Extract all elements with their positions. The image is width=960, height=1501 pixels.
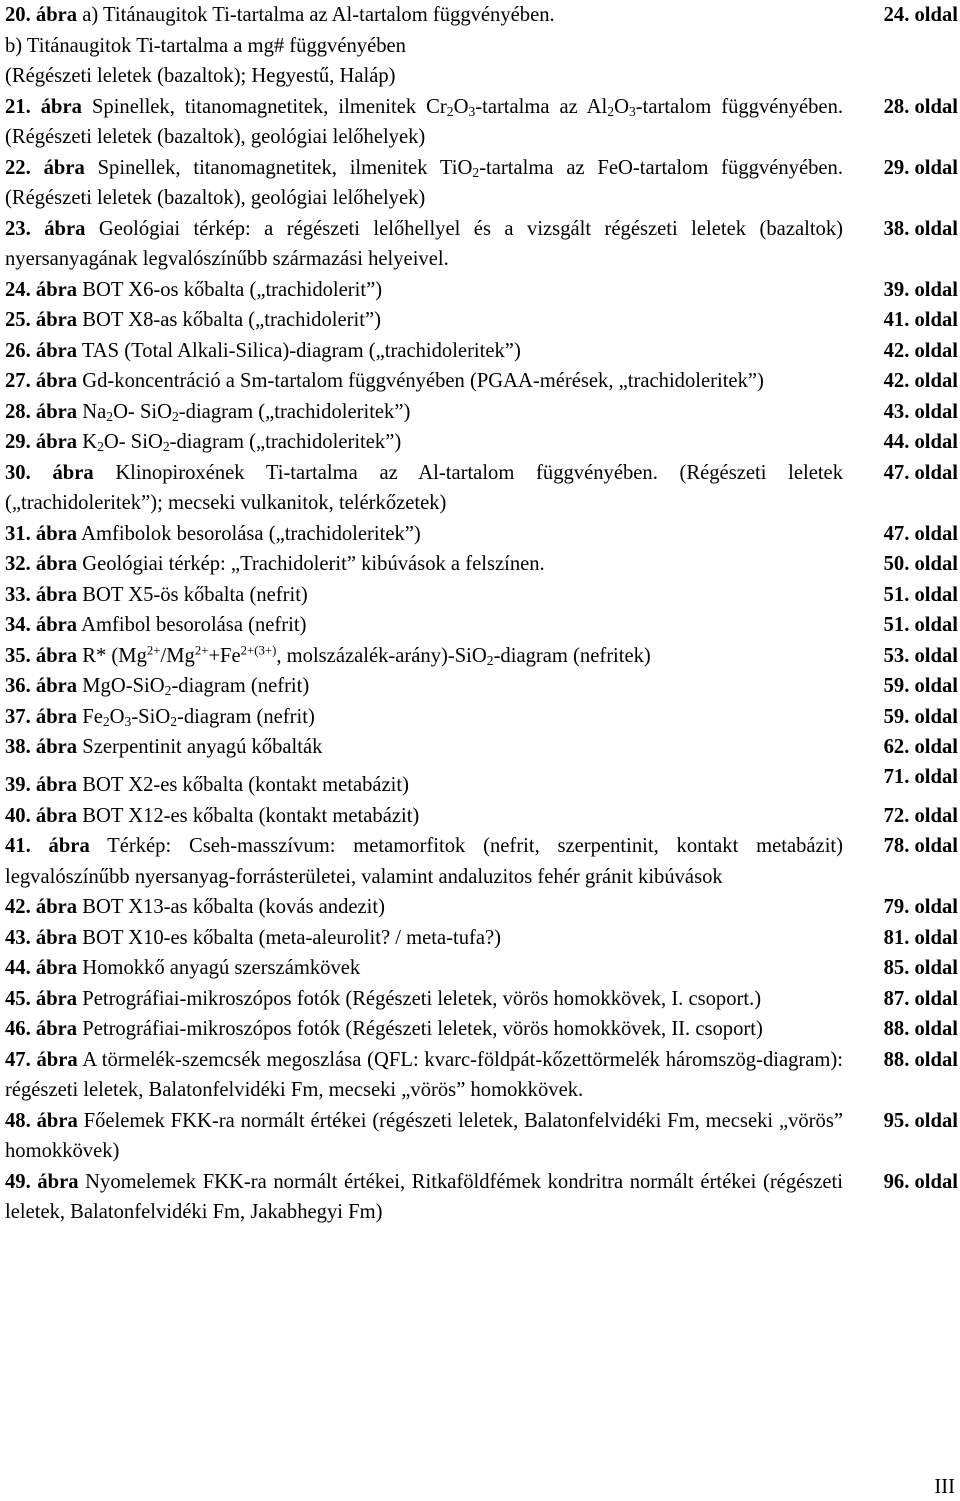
figure-title: Főelemek FKK-ra normált értékei (régészeti leletek, Balatonfelvidéki Fm, mecseki „vörös” homokkövek) [5, 1109, 843, 1162]
page-number: III [934, 1476, 955, 1498]
figure-caption [5, 770, 843, 801]
page-reference: 29. oldal [883, 156, 958, 179]
page-reference: 47. oldal [883, 461, 958, 484]
figure-caption [5, 641, 843, 672]
figure-title: Petrográfiai-mikroszópos fotók (Régészeti leletek, vörös homokkövek, I. csoport.) [82, 987, 762, 1010]
figure-keyword: ábra [35, 926, 78, 949]
figure-title: BOT X6-os kőbalta („trachidolerit”) [82, 278, 383, 301]
figure-keyword: ábra [52, 461, 94, 484]
figure-caption [5, 984, 843, 1015]
page-reference: 87. oldal [883, 987, 958, 1010]
figure-keyword: ábra [44, 217, 86, 240]
figure-title: Gd-koncentráció a Sm-tartalom függvényében (PGAA-mérések, „trachidoleritek”) [82, 370, 764, 392]
figure-entry [5, 984, 958, 1015]
page-reference: 59. oldal [883, 675, 958, 697]
figure-entry [5, 1045, 958, 1106]
figure-title: Amfibolok besorolása („trachidoleritek”) [81, 522, 421, 545]
page-reference: 85. oldal [883, 957, 958, 979]
page-reference: 42. oldal [883, 339, 958, 362]
figure-keyword: ábra [35, 583, 78, 606]
figure-entry [5, 580, 958, 611]
figure-number: 43. [5, 926, 31, 949]
figure-number: 26. [5, 339, 31, 362]
figure-caption [5, 831, 843, 892]
figure-title: Spinellek, titanomagnetitek, ilmenitek TiO$_2$-tartalma az FeO-tartalom függvényében. (Régészeti leletek (bazaltok), geológiai lelőhelyek) [5, 156, 843, 209]
figure-number: 20. [5, 4, 31, 26]
page-reference: 50. oldal [883, 553, 958, 575]
figure-keyword: ábra [35, 522, 78, 545]
page-reference: 95. oldal [883, 1109, 958, 1132]
figure-number: 49. [5, 1170, 31, 1193]
figure-entry [5, 671, 958, 702]
figure-number: 48. [5, 1109, 31, 1132]
figure-number: 34. [5, 614, 31, 636]
figure-number: 27. [5, 370, 31, 392]
figure-keyword: ábra [35, 736, 78, 758]
figure-title-line: (Régészeti leletek (bazaltok); Hegyestű, Haláp) [5, 65, 396, 87]
figure-caption [5, 892, 843, 923]
figure-keyword: ábra [35, 370, 78, 392]
page-reference: 79. oldal [883, 896, 958, 918]
figure-entry [5, 549, 958, 580]
figure-keyword: ábra [37, 1170, 79, 1193]
figure-entry [5, 801, 958, 832]
page-reference: 51. oldal [883, 583, 958, 606]
figure-caption [5, 275, 843, 306]
figure-keyword: ábra [40, 95, 82, 118]
figure-title: BOT X2-es kőbalta (kontakt metabázit) [82, 774, 409, 796]
page-reference: 53. oldal [883, 644, 958, 667]
page-reference: 78. oldal [883, 835, 958, 857]
page-reference: 88. oldal [883, 1018, 958, 1040]
figure-entry [5, 702, 958, 733]
figure-title: Térkép: Cseh-masszívum: metamorfitok (nefrit, szerpentinit, kontakt metabázit) legvalószínűbb nyersanyag-forrásterületei, valamint andaluzitos fehér gránit kibúvások [5, 835, 843, 888]
figure-caption [5, 519, 843, 550]
figure-number: 46. [5, 1018, 31, 1040]
figure-caption [5, 366, 843, 397]
figure-keyword: ábra [35, 675, 78, 697]
figure-number: 24. [5, 278, 31, 301]
figure-title: BOT X13-as kőbalta (kovás andezit) [82, 896, 385, 918]
figure-number: 37. [5, 705, 31, 728]
figure-caption [5, 427, 843, 458]
figure-entry [5, 458, 958, 519]
page-reference: 88. oldal [883, 1048, 958, 1071]
figure-entry [5, 427, 958, 458]
figure-caption [5, 214, 843, 275]
figure-number: 45. [5, 987, 31, 1010]
figure-entry [5, 0, 958, 92]
figure-entry [5, 641, 958, 672]
page-reference: 44. oldal [883, 431, 958, 453]
figure-entry [5, 766, 958, 801]
figure-entry [5, 831, 958, 892]
figure-entry [5, 892, 958, 923]
figure-caption [5, 0, 843, 92]
figure-entry [5, 610, 958, 641]
figure-keyword: ábra [35, 400, 78, 423]
figure-keyword: ábra [36, 1109, 78, 1132]
figure-caption [5, 336, 843, 367]
figure-keyword: ábra [43, 156, 85, 179]
figure-number: 41. [5, 835, 31, 857]
figure-keyword: ábra [35, 774, 78, 796]
figure-number: 47. [5, 1048, 31, 1071]
figure-number: 29. [5, 431, 31, 453]
figure-keyword: ábra [35, 804, 78, 827]
figure-caption [5, 732, 843, 763]
figure-title: $Fe_2O_3-SiO_2$-diagram (nefrit) [82, 705, 315, 729]
figure-title: BOT X12-es kőbalta (kontakt metabázit) [82, 804, 420, 827]
figure-caption [5, 953, 843, 984]
figure-entry [5, 953, 958, 984]
figure-entry [5, 275, 958, 306]
figure-title: BOT X10-es kőbalta (meta-aleurolit? / meta-tufa?) [82, 926, 502, 949]
figure-keyword: ábra [35, 431, 78, 453]
page-reference: 71. oldal [883, 766, 958, 788]
figure-title: $Na_2O-$ SiO$_2$-diagram („trachidoleritek”) [82, 400, 411, 424]
figure-keyword: ábra [35, 987, 78, 1010]
figure-keyword: ábra [35, 644, 78, 667]
figure-caption [5, 549, 843, 580]
figure-title-line: b) Titánaugitok Ti-tartalma a mg# függvényében [5, 34, 406, 57]
figure-number: 21. [5, 95, 31, 118]
figure-title: Klinopiroxének Ti-tartalma az Al-tartalom függvényében. (Régészeti leletek („trachidoleritek”); mecseki vulkanitok, telérkőzetek) [5, 461, 843, 514]
page-reference: 81. oldal [883, 926, 958, 949]
figure-keyword: ábra [35, 4, 78, 26]
figure-caption [5, 1014, 843, 1045]
figure-caption [5, 923, 843, 954]
figure-entry [5, 153, 958, 214]
figure-number: 42. [5, 896, 31, 918]
figure-caption [5, 1045, 843, 1106]
figure-caption [5, 92, 843, 153]
figure-number: 38. [5, 736, 31, 758]
figure-title: Geológiai térkép: a régészeti lelőhellyel és a vizsgált régészeti leletek (bazaltok) nyersanyagának legvalószínűbb származási helyeivel. [5, 217, 843, 270]
figure-title: Szerpentinit anyagú kőbalták [82, 736, 323, 758]
figure-title: R* ($Mg^{2+}/Mg^{2+}+Fe^{2+(3+)}$, molszázalék-arány)-SiO$_2$-diagram (nefritek) [82, 642, 651, 668]
figure-entry [5, 366, 958, 397]
figure-title: MgO-SiO$_2$-diagram (nefrit) [82, 675, 310, 698]
figure-caption [5, 702, 843, 733]
figure-keyword: ábra [35, 553, 78, 575]
figure-keyword: ábra [35, 705, 78, 728]
figure-caption [5, 458, 843, 519]
figure-keyword: ábra [35, 614, 78, 636]
figure-keyword: ábra [35, 957, 78, 979]
page-reference: 72. oldal [883, 804, 958, 827]
figure-number: 32. [5, 553, 31, 575]
figure-keyword: ábra [36, 1048, 78, 1071]
figure-number: 28. [5, 400, 31, 423]
figure-number: 25. [5, 309, 31, 331]
page-reference: 38. oldal [883, 217, 958, 240]
figure-entry [5, 1014, 958, 1045]
page-reference: 39. oldal [883, 278, 958, 301]
figure-caption [5, 1167, 843, 1228]
figure-caption [5, 801, 843, 832]
figure-caption [5, 397, 843, 428]
figure-title: BOT X5-ös kőbalta (nefrit) [82, 583, 308, 606]
figure-title: Petrográfiai-mikroszópos fotók (Régészeti leletek, vörös homokkövek, II. csoport) [82, 1018, 763, 1040]
figure-caption [5, 305, 843, 336]
figure-entry [5, 923, 958, 954]
figure-number: 30. [5, 461, 31, 484]
figure-list [5, 0, 958, 1228]
figure-title: Geológiai térkép: „Trachidolerit” kibúvások a felszínen. [82, 553, 545, 575]
figure-number: 33. [5, 583, 31, 606]
figure-caption [5, 671, 843, 702]
figure-caption [5, 580, 843, 611]
figure-keyword: ábra [35, 309, 78, 331]
figure-caption [5, 610, 843, 641]
figure-number: 35. [5, 644, 31, 667]
figure-number: 36. [5, 675, 31, 697]
figure-entry [5, 336, 958, 367]
figure-entry [5, 519, 958, 550]
page-reference: 24. oldal [883, 4, 958, 26]
figure-keyword: ábra [35, 1018, 78, 1040]
figure-entry [5, 1106, 958, 1167]
figure-entry [5, 1167, 958, 1228]
page-reference: 96. oldal [883, 1170, 958, 1193]
figure-number: 40. [5, 804, 31, 827]
page-reference: 51. oldal [883, 614, 958, 636]
figure-keyword: ábra [35, 339, 78, 362]
figure-title: A törmelék-szemcsék megoszlása (QFL: kvarc-földpát-kőzettörmelék háromszög-diagram): régészeti leletek, Balatonfelvidéki Fm, mecseki „vörös” homokkövek. [5, 1048, 843, 1101]
figure-title-line: a) Titánaugitok Ti-tartalma az Al-tartalom függvényében. [82, 4, 555, 26]
figure-entry [5, 92, 958, 153]
figure-title: Amfibol besorolása (nefrit) [81, 614, 307, 636]
page-reference: 41. oldal [883, 309, 958, 331]
figure-keyword: ábra [35, 278, 78, 301]
figure-caption [5, 153, 843, 214]
figure-number: 44. [5, 957, 31, 979]
figure-entry [5, 732, 958, 770]
figure-entry [5, 214, 958, 275]
figure-number: 23. [5, 217, 31, 240]
figure-title: Nyomelemek FKK-ra normált értékei, Ritkaföldfémek kondritra normált értékei (régészeti leletek, Balatonfelvidéki Fm, Jakabhegyi Fm) [5, 1170, 843, 1223]
page-reference: 43. oldal [883, 400, 958, 423]
page-reference: 42. oldal [883, 370, 958, 392]
figure-title: $K_2O-$ SiO$_2$-diagram („trachidoleritek”) [82, 431, 402, 454]
page-reference: 47. oldal [883, 522, 958, 545]
page-reference: 28. oldal [883, 95, 958, 118]
page-reference: 59. oldal [883, 705, 958, 728]
figure-number: 39. [5, 774, 31, 796]
figure-entry [5, 397, 958, 428]
figure-title: Spinellek, titanomagnetitek, ilmenitek $Cr_2O_3$-tartalma az $Al_2O_3$-tartalom függvényében. (Régészeti leletek (bazaltok), geológiai lelőhelyek) [5, 95, 844, 148]
figure-keyword: ábra [48, 835, 90, 857]
figure-entry [5, 305, 958, 336]
figure-number: 31. [5, 522, 31, 545]
figure-title [5, 4, 555, 87]
figure-keyword: ábra [35, 896, 78, 918]
figure-title: Homokkő anyagú szerszámkövek [82, 957, 361, 979]
figure-number: 22. [5, 156, 31, 179]
figure-title: BOT X8-as kőbalta („trachidolerit”) [82, 309, 381, 331]
figure-caption [5, 1106, 843, 1167]
figure-title: TAS (Total Alkali-Silica)-diagram („trachidoleritek”) [81, 339, 521, 362]
page-reference: 62. oldal [883, 736, 958, 758]
